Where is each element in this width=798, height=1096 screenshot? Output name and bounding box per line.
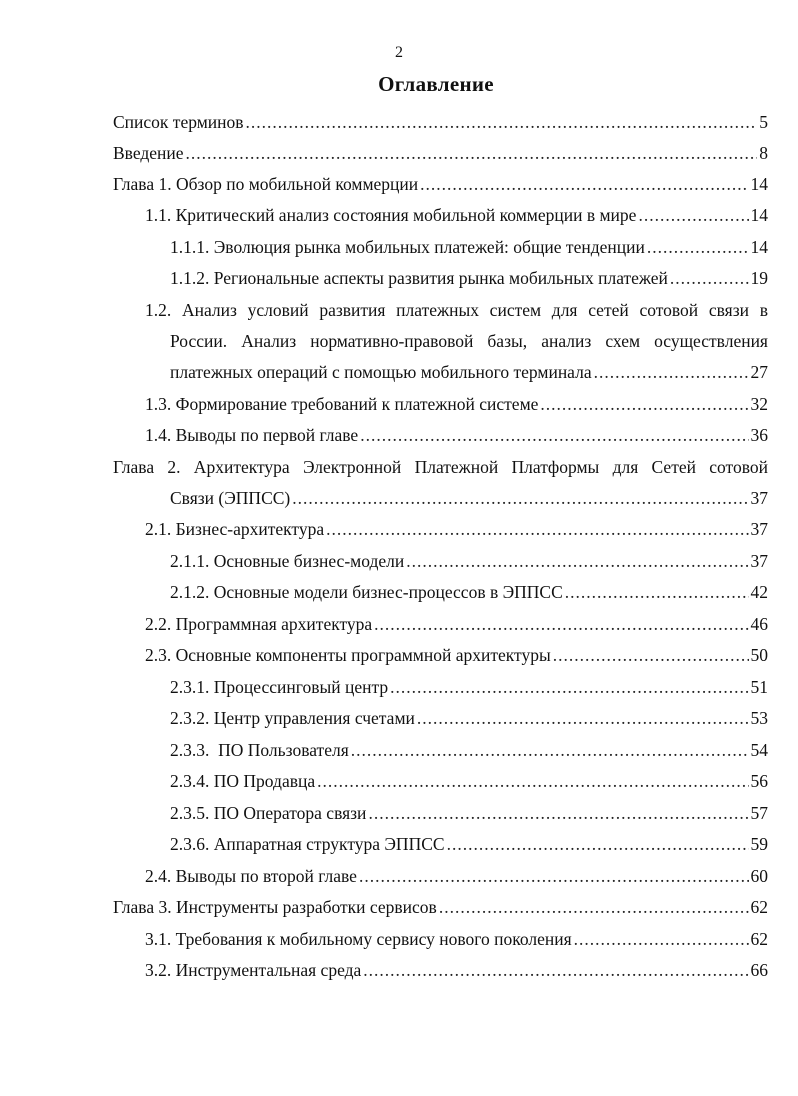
toc-entry-2-2[interactable] [145,610,768,639]
toc-entry-page: 46 [750,614,768,634]
toc-entry-terms[interactable] [113,108,768,137]
toc-entry-chapter-2[interactable] [113,453,768,482]
toc-entry-text: 1.3. Формирование требований к платежной системе [145,394,539,414]
toc-entry-line: 1.2. Анализ условий развития платежных систем для сетей сотовой связи в [145,300,768,320]
toc-entry-text: платежных операций с помощью мобильного терминала [170,362,592,382]
toc-entry-text: 2.3.1. Процессинговый центр [170,677,389,697]
toc-entry-page: 62 [750,929,768,949]
toc-entry-page: 5 [759,112,768,132]
toc-entry-text: 2.1. Бизнес-архитектура [145,519,325,539]
toc-entry-text: 2.3.3. ПО Пользователя [170,740,349,760]
toc-entry-page: 51 [750,677,768,697]
toc-entry-page: 27 [750,362,768,382]
toc-entry-2-3-5[interactable] [170,799,768,828]
toc-entry-page: 14 [750,205,768,225]
toc-entry-text: Введение [113,143,184,163]
toc-entry-page: 62 [750,897,768,917]
toc-entry-page: 57 [750,803,768,823]
toc-entry-text: 2.3.2. Центр управления счетами [170,708,415,728]
toc-entry-1-2-last[interactable] [170,358,768,387]
toc-entry-2-1-2[interactable] [170,578,768,607]
toc-entry-text: 2.4. Выводы по второй главе [145,866,357,886]
toc-entry-2-3-4[interactable] [170,767,768,796]
toc-entry-text: Глава 3. Инструменты разработки сервисов [113,897,437,917]
toc-title: Оглавление [378,72,494,96]
toc-entry-text: 2.3.6. Аппаратная структура ЭППСС [170,834,445,854]
toc-entry-1-2[interactable] [145,296,768,325]
toc-entry-2-3-1[interactable] [170,673,768,702]
toc-entry-1-3[interactable] [145,390,768,419]
toc-entry-1-1[interactable] [145,201,768,230]
toc-entry-text: 2.3.4. ПО Продавца [170,771,316,791]
toc-entry-1-2-cont[interactable] [170,327,768,356]
toc-entry-line: Глава 2. Архитектура Электронной Платежной Платформы для Сетей сотовой [113,457,768,477]
toc-entry-text: Глава 1. Обзор по мобильной коммерции [113,174,419,194]
toc-entry-2-3-3[interactable] [170,736,768,765]
toc-entry-text: 3.1. Требования к мобильному сервису нового поколения [145,929,572,949]
toc-entry-3-1[interactable] [145,925,768,954]
toc-entry-page: 36 [750,425,768,445]
toc-entry-text: 2.1.2. Основные модели бизнес-процессов в ЭППСС [170,582,563,602]
toc-entry-page: 37 [750,519,768,539]
toc-entry-page: 54 [750,740,768,760]
toc-entry-page: 50 [750,645,768,665]
toc-entry-3-2[interactable] [145,956,768,985]
toc-entry-page: 32 [750,394,768,414]
toc-entry-chapter-1[interactable] [113,170,768,199]
toc-entry-text: 2.3. Основные компоненты программной архитектуры [145,645,551,665]
toc-entry-introduction[interactable] [113,139,768,168]
toc-entry-1-4[interactable] [145,421,768,450]
toc-entry-text: Список терминов [113,112,244,132]
toc-entry-text: 1.1.2. Региональные аспекты развития рынка мобильных платежей [170,268,668,288]
toc-entry-text: 1.1.1. Эволюция рынка мобильных платежей: общие тенденции [170,237,645,257]
toc-entry-line: России. Анализ нормативно-правовой базы, анализ схем осуществления [170,331,768,351]
toc-entry-text: 2.3.5. ПО Оператора связи [170,803,367,823]
toc-entry-page: 53 [750,708,768,728]
toc-entry-page: 37 [750,488,768,508]
toc-entry-page: 56 [750,771,768,791]
toc-entry-text: 1.4. Выводы по первой главе [145,425,359,445]
toc-entry-2-1[interactable] [145,515,768,544]
toc-entry-page: 8 [759,143,768,163]
toc-entry-page: 59 [750,834,768,854]
toc-entry-page: 37 [750,551,768,571]
toc-entry-2-3-2[interactable] [170,704,768,733]
toc-entry-page: 14 [750,237,768,257]
toc-entry-2-1-1[interactable] [170,547,768,576]
toc-entry-2-3-6[interactable] [170,830,768,859]
toc-entry-page: 66 [750,960,768,980]
toc-entry-text: 2.2. Программная архитектура [145,614,373,634]
toc-entry-page: 42 [750,582,768,602]
toc-entry-2-3[interactable] [145,641,768,670]
toc-entry-1-1-2[interactable] [170,264,768,293]
toc-entry-text: 3.2. Инструментальная среда [145,960,362,980]
page-number: 2 [395,44,403,61]
toc-entry-page: 60 [750,866,768,886]
toc-entry-chapter-3[interactable] [113,893,768,922]
toc-entry-page: 19 [750,268,768,288]
toc-entry-2-4[interactable] [145,862,768,891]
toc-entry-text: 1.1. Критический анализ состояния мобильной коммерции в мире [145,205,637,225]
toc-entry-text: 2.1.1. Основные бизнес-модели [170,551,405,571]
toc-entry-1-1-1[interactable] [170,233,768,262]
toc-entry-text: Связи (ЭППСС) [170,488,291,508]
toc-entry-page: 14 [750,174,768,194]
toc-entry-chapter-2-last[interactable] [170,484,768,513]
